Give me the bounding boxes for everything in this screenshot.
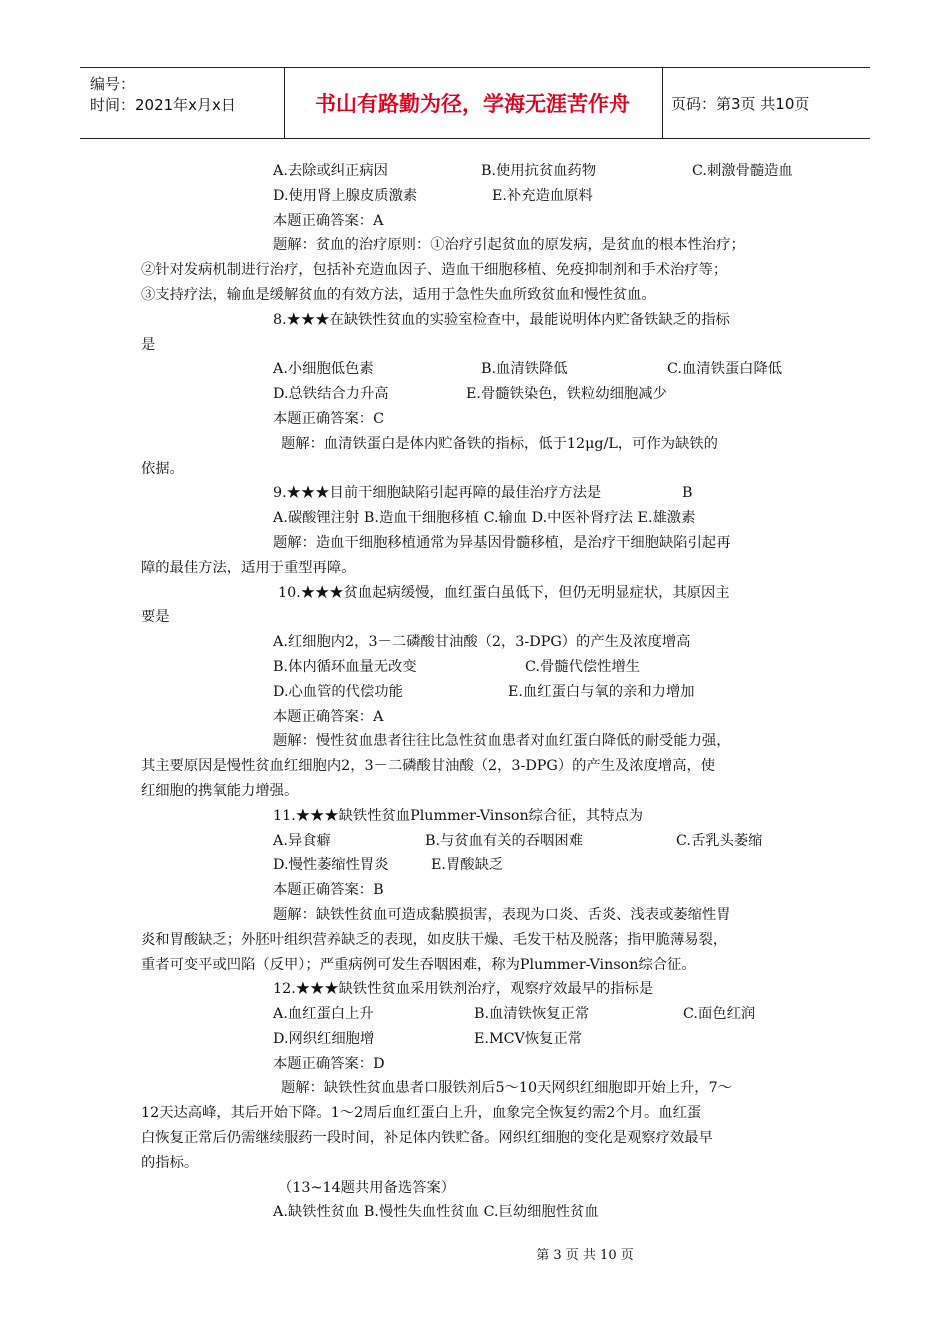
text-line (141, 928, 813, 953)
text-segment: E.MCV恢复正常 (474, 1030, 583, 1047)
text-segment: D.网织红细胞增 (273, 1030, 375, 1047)
text-line (141, 1176, 813, 1201)
text-segment: 9.★★★目前干细胞缺陷引起再障的最佳治疗方法是 (273, 485, 602, 502)
text-segment: E.补充造血原料 (492, 187, 593, 204)
text-segment: 12天达高峰，其后开始下降。1～2周后血红蛋白上升，血象完全恢复约需2个月。血红蛋 (141, 1105, 702, 1122)
text-segment: 本题正确答案：A (273, 708, 384, 725)
text-line (141, 1200, 813, 1225)
text-segment: 题解：慢性贫血患者往往比急性贫血患者对血红蛋白降低的耐受能力强， (273, 733, 731, 750)
text-line (141, 1076, 813, 1101)
text-line (141, 754, 813, 779)
text-line (141, 977, 813, 1002)
text-segment: C.骨髓代偿性增生 (525, 658, 641, 675)
text-line (141, 729, 813, 754)
text-segment: A.血红蛋白上升 (273, 1006, 374, 1023)
text-line (141, 804, 813, 829)
text-line (141, 878, 813, 903)
text-segment: C.刺激骨髓造血 (692, 163, 793, 179)
text-segment: C.血清铁蛋白降低 (667, 361, 783, 378)
text-segment: 其主要原因是慢性贫血红细胞内2，3－二磷酸甘油酸（2，3-DPG）的产生及浓度增高，使 (141, 758, 716, 775)
text-segment: A.去除或纠正病因 (273, 163, 388, 179)
text-line (141, 655, 813, 680)
text-segment: D.心血管的代偿功能 (273, 683, 403, 700)
text-line (141, 184, 813, 209)
text-segment: B (682, 485, 693, 502)
text-segment: 要是 (141, 609, 170, 626)
text-line (141, 1151, 813, 1176)
text-line (141, 333, 813, 358)
text-segment: A.碳酸锂注射 B.造血干细胞移植 C.输血 D.中医补肾疗法 E.雄激素 (273, 510, 696, 527)
text-line (141, 357, 813, 382)
text-line (141, 953, 813, 978)
text-segment: 题解：贫血的治疗原则：①治疗引起贫血的原发病，是贫血的根本性治疗； (273, 237, 745, 254)
header-motto: 书山有路勤为径，学海无涯苦作舟 (315, 92, 630, 116)
text-segment: D.使用肾上腺皮质激素 (273, 187, 418, 204)
text-line (141, 680, 813, 705)
text-segment: 障的最佳方法，适用于重型再障。 (141, 559, 356, 576)
page-footer: 第 3 页 共 10 页 (536, 1248, 634, 1263)
text-segment: 题解：血清铁蛋白是体内贮备铁的指标，低于12μg/L，可作为缺铁的 (281, 435, 718, 452)
text-segment: 本题正确答案：A (273, 212, 384, 229)
text-segment: 本题正确答案：D (273, 1055, 385, 1072)
text-line (141, 283, 813, 308)
text-segment: ③支持疗法，输血是缓解贫血的有效方法，适用于急性失血所致贫血和慢性贫血。 (141, 286, 656, 303)
text-line (141, 258, 813, 283)
text-line (141, 1126, 813, 1151)
text-segment: （13~14题共用备选答案） (278, 1179, 456, 1196)
text-segment: B.体内循环血量无改变 (273, 658, 417, 675)
text-segment: B.血清铁恢复正常 (474, 1006, 590, 1023)
text-segment: 白恢复正常后仍需继续服药一段时间，补足体内铁贮备。网织红细胞的变化是观察疗效最早 (141, 1130, 713, 1147)
text-segment: 10.★★★贫血起病缓慢，血红蛋白虽低下，但仍无明显症状，其原因主 (278, 584, 730, 601)
text-line (141, 159, 813, 184)
text-segment: A.缺铁性贫血 B.慢性失血性贫血 C.巨幼细胞性贫血 (273, 1204, 599, 1221)
text-segment: 是 (141, 336, 156, 353)
text-segment: A.异食癖 (273, 832, 331, 849)
text-line (141, 1027, 813, 1052)
page-header (80, 67, 870, 139)
text-line (141, 481, 813, 506)
text-segment: 题解：缺铁性贫血可造成黏膜损害，表现为口炎、舌炎、浅表或萎缩性胃 (273, 906, 731, 923)
text-segment: E.血红蛋白与氧的亲和力增加 (508, 683, 695, 700)
text-line (141, 705, 813, 730)
text-line (141, 432, 813, 457)
text-line (141, 605, 813, 630)
text-line (141, 233, 813, 258)
text-line (141, 556, 813, 581)
header-meta (80, 68, 284, 138)
text-line (141, 457, 813, 482)
text-line (141, 308, 813, 333)
text-segment: 题解：缺铁性贫血患者口服铁剂后5～10天网织红细胞即开始上升，7～ (281, 1080, 732, 1097)
text-line (141, 531, 813, 556)
text-segment: ②针对发病机制进行治疗，包括补充造血因子、造血干细胞移植、免疫抑制剂和手术治疗等； (141, 262, 728, 279)
text-segment: 炎和胃酸缺乏；外胚叶组织营养缺乏的表现，如皮肤干燥、毛发干枯及脱落；指甲脆薄易裂， (141, 931, 728, 948)
text-segment: 红细胞的携氧能力增强。 (141, 782, 299, 799)
document-date-label: 时间：2021年x月x日 (90, 96, 236, 114)
text-line (141, 903, 813, 928)
text-segment: C.面色红润 (683, 1006, 756, 1023)
text-segment: 本题正确答案：C (273, 410, 385, 427)
text-line (141, 581, 813, 606)
text-line (141, 209, 813, 234)
text-line (141, 506, 813, 531)
text-segment: 依据。 (141, 460, 184, 477)
text-segment: 的指标。 (141, 1154, 199, 1171)
text-segment: 本题正确答案：B (273, 882, 384, 899)
text-line (141, 829, 813, 854)
text-segment: 重者可变平或凹陷（反甲）；严重病例可发生吞咽困难，称为Plummer-Vinson综合征。 (141, 956, 696, 973)
text-line (141, 779, 813, 804)
text-segment: 11.★★★缺铁性贫血Plummer-Vinson综合征，其特点为 (273, 807, 644, 824)
text-line (141, 1002, 813, 1027)
text-line (141, 853, 813, 878)
text-segment: B.血清铁降低 (481, 361, 568, 378)
text-line (141, 630, 813, 655)
text-segment: 8.★★★在缺铁性贫血的实验室检查中，最能说明体内贮备铁缺乏的指标 (273, 311, 730, 328)
text-segment: D.慢性萎缩性胃炎 (273, 857, 389, 874)
header-page-number: 页码：第3页 共10页 (671, 94, 810, 113)
text-segment: 12.★★★缺铁性贫血采用铁剂治疗，观察疗效最早的指标是 (273, 981, 654, 998)
text-line (141, 407, 813, 432)
text-segment: B.与贫血有关的吞咽困难 (425, 832, 584, 849)
text-segment: B.使用抗贫血药物 (481, 163, 597, 179)
text-segment: D.总铁结合力升高 (273, 386, 389, 403)
text-segment: A.小细胞低色素 (273, 361, 374, 378)
text-line (141, 1052, 813, 1077)
text-line (141, 1101, 813, 1126)
text-segment: C.舌乳头萎缩 (676, 832, 763, 849)
text-segment: A.红细胞内2，3－二磷酸甘油酸（2，3-DPG）的产生及浓度增高 (273, 634, 691, 651)
text-line (141, 382, 813, 407)
document-number-label: 编号： (90, 75, 136, 93)
text-segment: E.骨髓铁染色，铁粒幼细胞减少 (466, 386, 667, 403)
text-segment: 题解：造血干细胞移植通常为异基因骨髓移植，是治疗干细胞缺陷引起再 (273, 534, 731, 551)
text-segment: E.胃酸缺乏 (431, 857, 504, 874)
document-body (141, 159, 813, 1225)
